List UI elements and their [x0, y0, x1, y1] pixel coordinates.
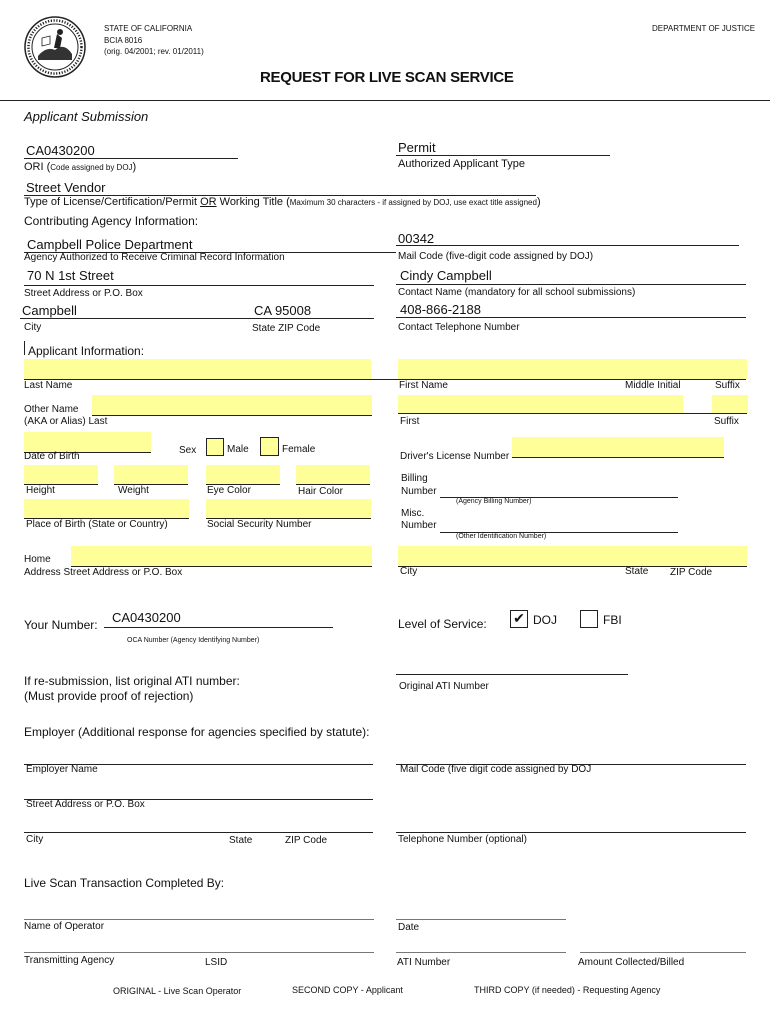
employer-phone-label: Telephone Number (optional)	[398, 834, 527, 845]
eye-color-label: Eye Color	[207, 485, 251, 496]
other-name-label: Other Name	[24, 404, 79, 415]
operator-label: Name of Operator	[24, 921, 105, 932]
agency-state-zip-field[interactable]: CA 95008	[254, 303, 312, 318]
other-suffix-label: Suffix	[714, 416, 739, 427]
form-revision: (orig. 04/2001; rev. 01/2011)	[104, 47, 204, 56]
other-last-name-input[interactable]	[92, 395, 372, 415]
contact-phone-line	[396, 317, 746, 318]
contact-phone-label: Contact Telephone Number	[398, 322, 520, 333]
your-number-field[interactable]: CA0430200	[112, 610, 181, 625]
date-label: Date	[398, 922, 420, 933]
mail-code-field[interactable]: 00342	[398, 231, 435, 246]
home-state-label: State	[625, 566, 649, 577]
hair-line	[296, 484, 370, 485]
your-number-line	[104, 627, 333, 628]
employer-heading: Employer (Additional response for agencies specified by statute):	[24, 725, 370, 739]
authorized-type-field[interactable]: Permit	[398, 140, 436, 155]
license-type-field[interactable]: Street Vendor	[26, 180, 106, 195]
form-id: BCIA 8016	[104, 36, 143, 45]
authorized-type-label: Authorized Applicant Type	[398, 158, 525, 170]
other-first-line	[398, 413, 747, 414]
home-address-input[interactable]	[71, 546, 372, 566]
original-ati-label: Original ATI Number	[399, 681, 489, 692]
level-of-service-label: Level of Service:	[398, 617, 487, 631]
amount-line[interactable]	[580, 952, 746, 953]
transaction-heading: Live Scan Transaction Completed By:	[24, 876, 225, 890]
other-name-line	[92, 415, 372, 416]
last-name-input[interactable]	[24, 359, 371, 379]
billing-label: Billing	[401, 473, 428, 484]
dob-input[interactable]	[24, 432, 151, 452]
resubmission-label: If re-submission, list original ATI number:	[24, 674, 240, 688]
height-input[interactable]	[24, 465, 98, 484]
contact-name-field[interactable]: Cindy Campbell	[400, 268, 492, 283]
ori-label: ORI (Code assigned by DOJ)	[24, 161, 137, 173]
billing-note: (Agency Billing Number)	[456, 498, 532, 505]
amount-label: Amount Collected/Billed	[578, 957, 685, 968]
other-first-name-input[interactable]	[398, 395, 683, 413]
weight-label: Weight	[118, 485, 149, 496]
employer-mail-code-label: Mail Code (five digit code assigned by DOJ	[400, 764, 592, 775]
date-line[interactable]	[396, 919, 566, 920]
hair-color-input[interactable]	[296, 465, 370, 484]
hair-color-label: Hair Color	[298, 486, 344, 497]
employer-zip-label: ZIP Code	[285, 835, 328, 846]
first-name-label: First Name	[399, 380, 448, 391]
applicant-info-bracket	[24, 341, 26, 355]
mail-code-line	[396, 245, 739, 246]
height-label: Height	[26, 485, 55, 496]
ori-field[interactable]: CA0430200	[26, 143, 95, 158]
last-name-label: Last Name	[24, 380, 73, 391]
dob-label: Date of Birth	[24, 451, 80, 462]
title-divider	[0, 100, 770, 101]
department-header: DEPARTMENT OF JUSTICE	[652, 24, 756, 33]
license-type-label: Type of License/Certification/Permit OR Working Title (Maximum 30 characters - if assigned by DOJ, use exact title assigned)	[24, 196, 541, 208]
agency-field[interactable]: Campbell Police Department	[27, 237, 193, 252]
agency-street-field[interactable]: 70 N 1st Street	[27, 268, 114, 283]
employer-city-label: City	[26, 834, 44, 845]
authorized-type-line	[396, 155, 610, 156]
your-number-label: Your Number:	[24, 618, 98, 632]
ssn-input[interactable]	[206, 499, 371, 518]
drivers-license-line	[512, 457, 724, 458]
male-label: Male	[227, 444, 249, 455]
pob-label: Place of Birth (State or Country)	[26, 519, 168, 530]
agency-street-line	[24, 285, 374, 286]
applicant-submission-heading: Applicant Submission	[24, 109, 149, 124]
weight-input[interactable]	[114, 465, 188, 484]
female-label: Female	[282, 444, 316, 455]
contact-phone-field[interactable]: 408-866-2188	[400, 302, 481, 317]
oca-label: OCA Number (Agency Identifying Number)	[127, 637, 260, 644]
lsid-label: LSID	[205, 957, 228, 968]
home-address-label: Address Street Address or P.O. Box	[24, 567, 183, 578]
agency-city-line	[20, 318, 374, 319]
employer-phone-line[interactable]	[396, 832, 746, 833]
state-header: STATE OF CALIFORNIA	[104, 24, 193, 33]
agency-street-label: Street Address or P.O. Box	[24, 288, 143, 299]
other-suffix-input[interactable]	[712, 395, 748, 413]
pob-input[interactable]	[24, 499, 189, 518]
home-label: Home	[24, 554, 51, 565]
ati-label: ATI Number	[397, 957, 451, 968]
resubmission-note: (Must provide proof of rejection)	[24, 689, 194, 703]
contact-name-line	[396, 284, 746, 285]
employer-name-label: Employer Name	[26, 764, 98, 775]
misc-label: Misc.	[401, 508, 425, 519]
other-first-label: First	[400, 416, 420, 427]
applicant-info-heading: Applicant Information:	[28, 344, 145, 358]
copy-second: SECOND COPY - Applicant	[292, 985, 403, 995]
agency-city-label: City	[24, 322, 42, 333]
state-seal-icon	[24, 16, 86, 78]
agency-city-field[interactable]: Campbell	[22, 303, 77, 318]
employer-state-label: State	[229, 835, 253, 846]
billing-number-label: Number	[401, 486, 437, 497]
misc-note: (Other Identification Number)	[456, 533, 547, 540]
contact-name-label: Contact Name (mandatory for all school submissions)	[398, 287, 636, 298]
contributing-agency-heading: Contributing Agency Information:	[24, 214, 199, 228]
ori-line	[24, 158, 238, 159]
doj-label: DOJ	[533, 613, 557, 627]
transmitting-agency-label: Transmitting Agency	[24, 955, 115, 966]
suffix-label: Suffix	[715, 380, 740, 391]
middle-initial-label: Middle Initial	[625, 380, 681, 391]
copy-third: THIRD COPY (if needed) - Requesting Agency	[474, 985, 661, 995]
form-title: REQUEST FOR LIVE SCAN SERVICE	[260, 69, 514, 86]
copy-original: ORIGINAL - Live Scan Operator	[113, 986, 242, 996]
transmitting-agency-line[interactable]	[24, 952, 374, 953]
employer-city-line[interactable]	[24, 832, 373, 833]
male-checkbox[interactable]	[206, 438, 224, 456]
misc-number-label: Number	[401, 520, 437, 531]
agency-label: Agency Authorized to Receive Criminal Record Information	[24, 252, 285, 263]
agency-state-zip-label: State ZIP Code	[252, 323, 321, 334]
doj-checkbox[interactable]: ✔	[510, 610, 528, 628]
home-zip-label: ZIP Code	[670, 567, 713, 578]
sex-label: Sex	[179, 445, 197, 456]
ssn-label: Social Security Number	[207, 519, 312, 530]
home-city-label: City	[400, 566, 418, 577]
first-name-input[interactable]	[398, 359, 747, 379]
employer-street-label: Street Address or P.O. Box	[26, 799, 145, 810]
eye-color-input[interactable]	[206, 465, 280, 484]
mail-code-label: Mail Code (five-digit code assigned by DOJ)	[398, 251, 594, 262]
drivers-license-input[interactable]	[512, 437, 724, 457]
fbi-label: FBI	[603, 613, 622, 627]
operator-line[interactable]	[24, 919, 374, 920]
female-checkbox[interactable]	[260, 437, 279, 456]
fbi-checkbox[interactable]	[580, 610, 598, 628]
aka-label: (AKA or Alias) Last	[24, 416, 108, 427]
ati-line[interactable]	[396, 952, 566, 953]
home-city-input[interactable]	[398, 546, 747, 566]
drivers-license-label: Driver's License Number	[400, 451, 510, 462]
original-ati-line[interactable]	[396, 674, 628, 675]
